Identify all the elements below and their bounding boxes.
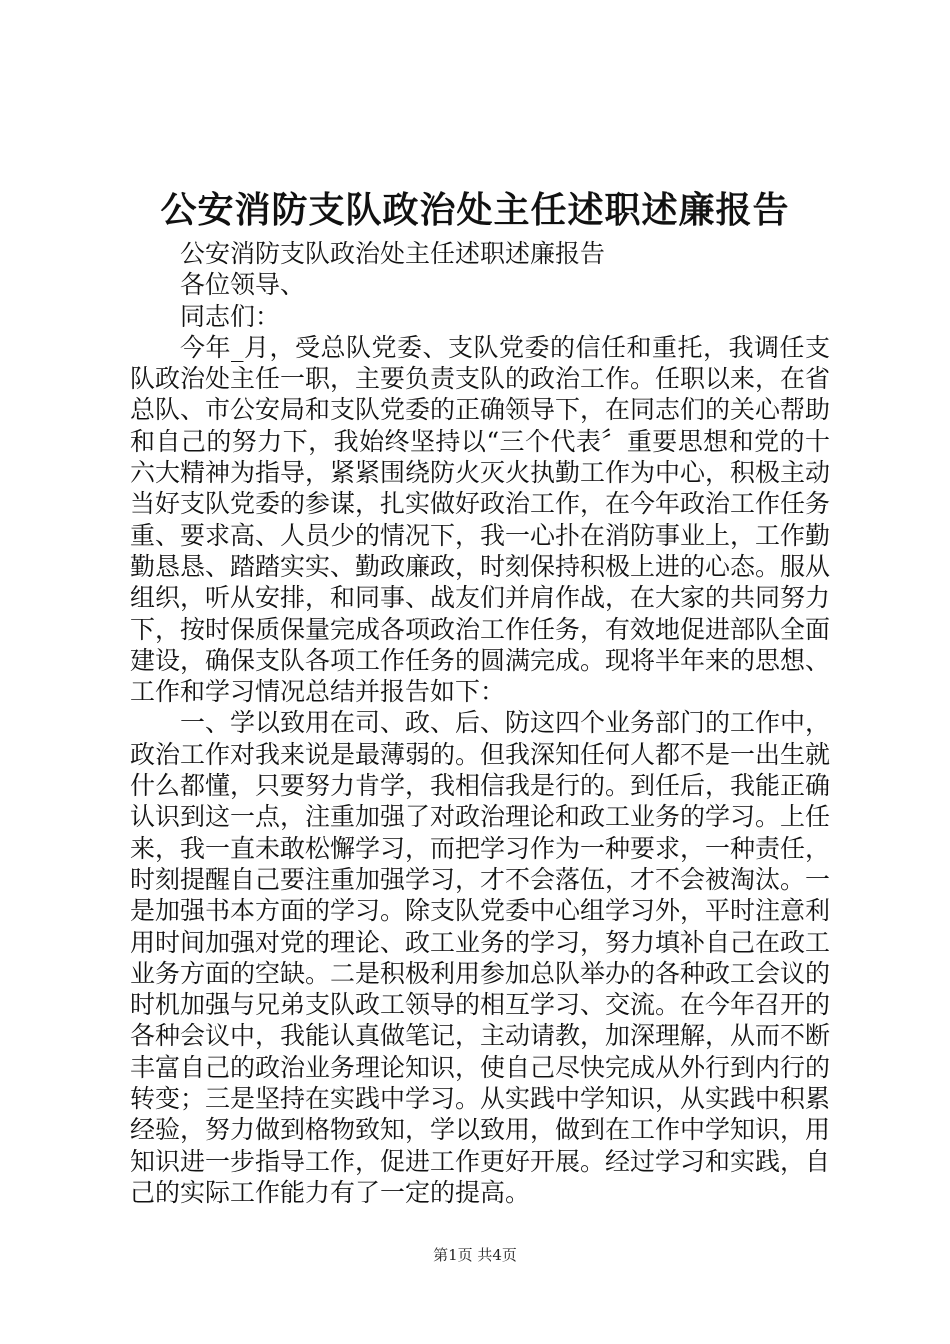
paragraph-section-one: 一、学以致用在司、政、后、防这四个业务部门的工作中，政治工作对我来说是最薄弱的。但我深知任何人都不是一出生就什么都懂，只要努力肯学，我相信我是行的。到任后，我能正确认识到这一点，注重加强了对政治理论和政工业务的学习。上任来，我一直未敢松懈学习，而把学习作为一种要求，一种责任，时刻提醒自己要注重加强学习，才不会落伍，才不会被淘汰。一是加强书本方面的学习。除支队党委中心组学习外，平时注意利用时间加强对党的理论、政工业务的学习，努力填补自己在政工业务方面的空缺。二是积极利用参加总队举办的各种政工会议的时机加强与兄弟支队政工领导的相互学习、交流。在今年召开的各种会议中，我能认真做笔记，主动请教，加深理解，从而不断丰富自己的政治业务理论知识，使自己尽快完成从外行到内行的转变；三是坚持在实践中学习。从实践中学知识，从实践中积累经验，努力做到格物致知，学以致用，做到在工作中学知识，用知识进一步指导工作，促进工作更好开展。经过学习和实践，自己的实际工作能力有了一定的提高。 <box>130 708 831 1207</box>
salutation-comrades: 同志们： <box>180 301 281 331</box>
document-subtitle: 公安消防支队政治处主任述职述廉报告 <box>180 239 606 268</box>
document-body <box>130 238 830 1208</box>
salutation-leaders: 各位领导、 <box>180 270 306 300</box>
paragraph-introduction: 今年_月，受总队党委、支队党委的信任和重托，我调任支队政治处主任一职，主要负责支队的政治工作。任职以来，在省总队、市公安局和支队党委的正确领导下，在同志们的关心帮助和自己的努力下，我始终坚持以“三个代表〞重要思想和党的十六大精神为指导，紧紧围绕防火灭火执勤工作为中心，积极主动当好支队党委的参谋，扎实做好政治工作，在今年政治工作任务重、要求高、人员少的情况下，我一心扑在消防事业上，工作勤勤恳恳、踏踏实实、勤政廉政，时刻保持积极上进的心态。服从组织，听从安排，和同事、战友们并肩作战，在大家的共同努力下，按时保质保量完成各项政治工作任务，有效地促进部队全面建设，确保支队各项工作任务的圆满完成。现将半年来的思想、工作和学习情况总结并报告如下： <box>130 332 831 707</box>
document-title: 公安消防支队政治处主任述职述廉报告 <box>160 189 790 231</box>
page-number-footer: 第1页 共4页 <box>433 1246 517 1264</box>
